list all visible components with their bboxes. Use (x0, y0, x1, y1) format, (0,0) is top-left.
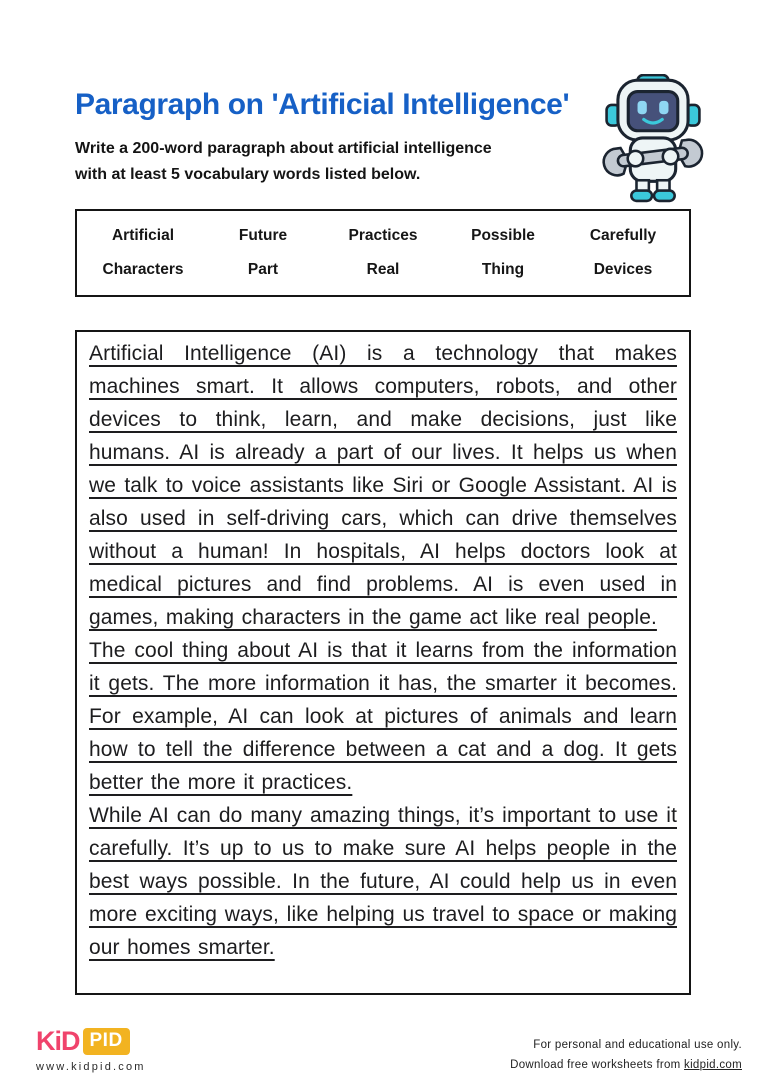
header (75, 88, 620, 189)
vocab-word: Part (247, 261, 279, 278)
logo-website-text: www.kidpid.com (36, 1061, 146, 1073)
footer-notice-line-2-text: Download free worksheets from (510, 1059, 685, 1072)
vocab-word: Possible (471, 227, 535, 244)
subtitle-line-2: with at least 5 vocabulary words listed below. (75, 166, 421, 184)
footer-notice (510, 1035, 742, 1075)
vocab-word: Thing (481, 261, 525, 278)
essay-paragraph-1: Artificial Intelligence (AI) is a technology that makes machines smart. It allows computers, robots, and other devices to think, learn, and make decisions, just like humans. AI is already a part of our lives. It helps us when we talk to voice assistants like Siri or Google Assistant. AI is also used in self-driving cars, which can drive themselves without a human! In hospitals, AI helps doctors look at medical pictures and find problems. AI is even used in games, making characters in the game act like real people. (89, 342, 677, 629)
essay-paragraph-3: While AI can do many amazing things, it’s important to use it carefully. It’s up to us to make sure AI helps people in the best ways possible. In the future, AI could help us in even more exciting ways, like helping us travel to space or making our homes smarter. (89, 804, 677, 959)
logo-kid-text: KiD (36, 1026, 80, 1056)
vocab-word: Future (238, 227, 288, 244)
subtitle-line-1: Write a 200-word paragraph about artificial intelligence (75, 140, 492, 157)
essay-box (75, 330, 691, 995)
page-title: Paragraph on 'Artificial Intelligence' (75, 88, 570, 121)
kidpid-link[interactable]: kidpid.com (684, 1059, 742, 1072)
footer-notice-line-1: For personal and educational use only. (533, 1039, 742, 1051)
robot-mascot-icon (601, 74, 705, 204)
vocab-word: Devices (593, 261, 653, 278)
vocab-word: Carefully (589, 227, 657, 244)
footer-notice-line-2 (510, 1055, 742, 1075)
kidpid-logo-wordmark (36, 1026, 130, 1057)
vocab-word: Practices (348, 227, 418, 244)
logo-pid-badge: PID (83, 1028, 130, 1055)
vocabulary-box (75, 209, 691, 297)
subtitle (75, 136, 620, 189)
vocab-word: Real (366, 261, 400, 278)
vocab-word: Characters (102, 261, 184, 278)
kidpid-logo (36, 1026, 146, 1073)
essay-paragraph-2: The cool thing about AI is that it learns from the information it gets. The more information it has, the smarter it becomes. For example, AI can look at pictures of animals and learn how to tell the difference between a cat and a dog. It gets better the more it practices. (89, 639, 677, 794)
vocab-word: Artificial (111, 227, 174, 244)
